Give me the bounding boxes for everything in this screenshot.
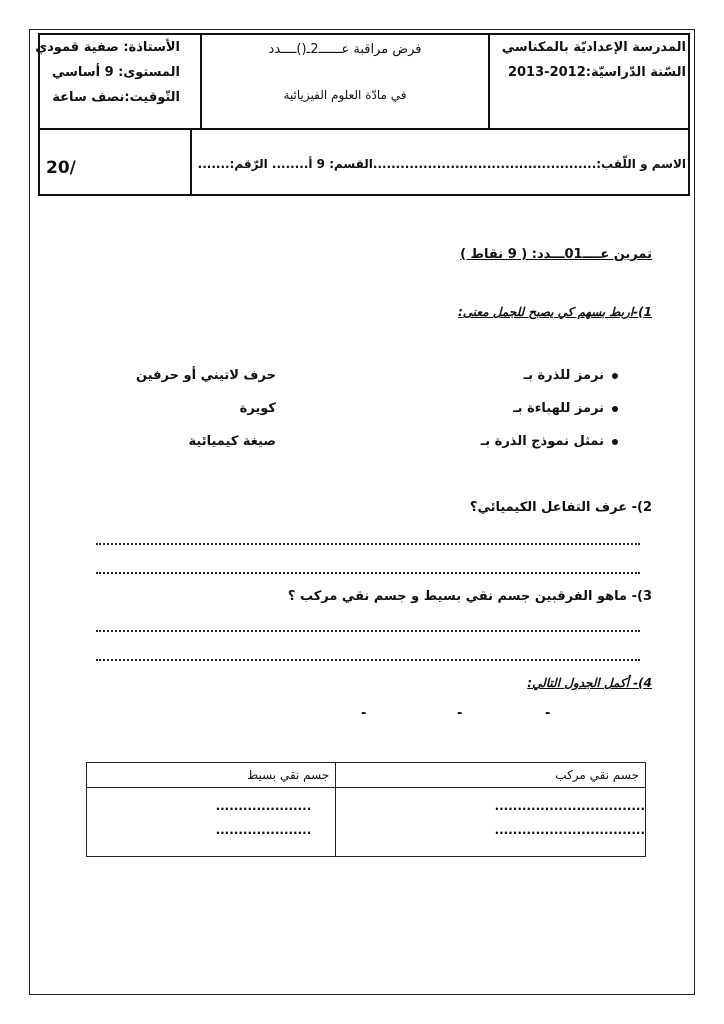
match-right-item-1[interactable]: حرف لاتيني أو حرفين — [136, 368, 276, 383]
bullet-icon — [612, 439, 618, 445]
dash-mark: - — [545, 706, 551, 721]
student-name-line[interactable]: الاسم و اللّقب:.................................................القسم: 9 أ........ الرّقم:....... — [197, 157, 686, 171]
table-header-row — [87, 763, 646, 788]
bullet-icon — [612, 373, 618, 379]
dash-mark: - — [361, 706, 367, 721]
question-2-prompt: 2)- عرف التفاعل الكيميائي؟ — [469, 500, 652, 515]
table-cell-compound[interactable]: ................................. ................................. — [336, 788, 646, 857]
subject-name: في مادّة العلوم الفيزيائية — [283, 88, 407, 102]
header-box — [38, 33, 690, 196]
score-total: 20/ — [46, 158, 76, 178]
school-year: السّنة الدّراسيّة:2012-2013 — [507, 65, 686, 80]
answer-line[interactable] — [96, 659, 640, 661]
match-left-item-2[interactable]: نرمز للهباءة بـ — [513, 401, 618, 416]
match-right-item-3[interactable]: صيغة كيميائية — [188, 434, 276, 449]
student-level: المستوى: 9 أساسي — [51, 65, 180, 80]
table-row — [87, 788, 646, 857]
school-name: المدرسة الإعداديّة بالمكناسي — [501, 40, 686, 55]
answer-line[interactable] — [96, 572, 640, 574]
header-divider-score — [190, 130, 192, 194]
test-duration: التّوقيت:نصف ساعة — [52, 90, 180, 105]
bullet-icon — [612, 406, 618, 412]
table-header-compound: جسم نقي مركب — [336, 763, 646, 788]
match-left-item-3[interactable]: نمثل نموذج الذرة بـ — [481, 434, 618, 449]
header-divider-right — [488, 35, 490, 130]
header-divider-middle — [40, 128, 688, 130]
exercise-title: تمرين عــــ01ـــدد: ( 9 نقاط ) — [460, 247, 652, 262]
table-cell-simple[interactable]: ..................... ..................... — [87, 788, 336, 857]
question-3-prompt: 3)- ماهو الفرقبين جسم نقي بسيط و جسم نقي مركب ؟ — [287, 589, 652, 604]
table-header-simple: جسم نقي بسيط — [87, 763, 336, 788]
teacher-name: الأستاذة: صفية قمودي — [35, 40, 180, 55]
match-left-item-1[interactable]: نرمز للذرة بـ — [524, 368, 618, 383]
question-1-prompt: 1)-اربط بسهم كي يصبح للجمل معنى: — [457, 305, 652, 319]
compound-table — [86, 762, 646, 857]
answer-line[interactable] — [96, 543, 640, 545]
test-title: فرض مراقبة عــــــ2ـ()ــــدد — [268, 42, 422, 57]
match-right-item-2[interactable]: كويرة — [239, 401, 276, 416]
dash-mark: - — [457, 706, 463, 721]
header-divider-left — [200, 35, 202, 130]
answer-line[interactable] — [96, 630, 640, 632]
question-4-prompt: 4)- أكمل الجدول التالي: — [527, 676, 652, 690]
